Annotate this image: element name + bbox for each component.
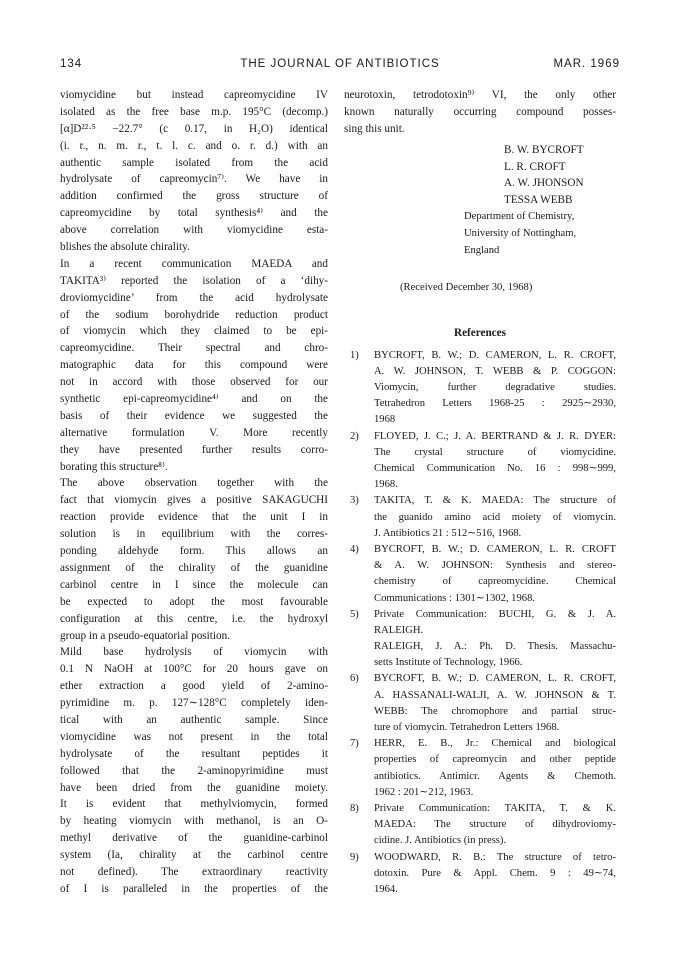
text-line: solution is in equilibrium with the corres- (60, 528, 328, 541)
text-line: above correlation with viomycidine esta- (60, 224, 328, 237)
reference-text (374, 429, 616, 494)
reference-entry (344, 348, 616, 429)
reference-text (374, 850, 616, 899)
text-line: system (Ia, chirality at the carbinol centre (60, 849, 328, 862)
reference-line: 1968 (374, 414, 396, 426)
reference-line: dotoxin. Pure & Appl. Chem. 9 : 49∼74, (374, 867, 616, 879)
author-name: TESSA WEBB (504, 194, 573, 207)
reference-line: & A. W. JOHNSON: Synthesis and stereo- (374, 560, 616, 572)
reference-line: Viomycin, further degradative studies. (374, 382, 616, 394)
text-line: ether extraction a good yield of 2-amino- (60, 680, 328, 693)
text-line: known naturally occurring compound posses- (344, 105, 616, 118)
text-line: sing this unit. (344, 122, 405, 135)
reference-entry (344, 429, 616, 494)
reference-number: 3) (350, 495, 359, 507)
text-line: matographic data for this compound were (60, 359, 328, 372)
affiliation-line: England (464, 245, 500, 257)
reference-line: Private Communication: BUCHI, G. & J. A. (374, 608, 616, 620)
reference-entry (344, 671, 616, 736)
right-column (344, 87, 616, 898)
reference-entry (344, 493, 616, 542)
reference-number: 4) (350, 543, 359, 555)
text-line: methyl derivative of the guanidine-carbinol (60, 832, 328, 845)
text-line: viomycidine was not present in the total (60, 730, 328, 743)
reference-entry (344, 607, 616, 672)
reference-line: RALEIGH, J. A.: Ph. D. Thesis. Massachu- (374, 641, 616, 653)
text-line: droviomycidine’ from the acid hydrolysate (60, 291, 328, 304)
journal-title: THE JOURNAL OF ANTIBIOTICS (240, 58, 440, 70)
text-line: followed that the 2-aminopyrimidine must (60, 764, 328, 777)
left-column (60, 87, 328, 898)
reference-number: 7) (350, 738, 359, 750)
text-line: hydrolysate of capreomycin⁷⁾. We have in (60, 173, 328, 186)
reference-line: Communications : 1301∼1302, 1968. (374, 592, 536, 604)
text-line: authentic sample isolated from the acid (60, 156, 328, 169)
continued-paragraph (344, 87, 616, 138)
text-line: hydrolysate of the resultant peptides it (60, 747, 328, 760)
author-name: L. R. CROFT (504, 160, 566, 173)
reference-line: ture of viomycin. Tetrahedron Letters 1968. (374, 722, 560, 733)
text-line: addition confirmed the gross structure of (60, 190, 328, 203)
reference-text (374, 736, 616, 801)
text-line: they have presented further results corro- (60, 443, 328, 456)
author-name: A. W. JHONSON (504, 177, 584, 190)
text-line: configuration at this centre, i.e. the hydroxyl (60, 612, 328, 625)
reference-entry (344, 850, 616, 899)
text-line: assignment of the chirality of the guanidine (60, 561, 328, 574)
text-line: neurotoxin, tetrodotoxin⁹⁾ VI, the only other (344, 89, 616, 101)
issue-date: MAR. 1969 (553, 58, 620, 70)
reference-line: WOODWARD, R. B.: The structure of tetro- (374, 851, 616, 863)
text-line: [α]D²²·⁵ −22.7° (c 0.17, in H₂O) identical (60, 122, 328, 135)
text-line: by heating viomycin with methanol, is an O- (60, 815, 328, 828)
text-line: 0.1 N NaOH at 100°C for 20 hours gave on (60, 663, 328, 676)
text-line: not defined). The extraordinary reactivity (60, 865, 328, 878)
reference-line: MAEDA: The structure of dihydroviomy- (374, 819, 616, 831)
reference-text (374, 607, 616, 672)
reference-number: 5) (350, 608, 359, 620)
reference-line: BYCROFT, B. W.; D. CAMERON, L. R. CROFT (374, 543, 616, 555)
reference-entry (344, 801, 616, 850)
reference-number: 8) (350, 802, 359, 814)
author-name: B. W. BYCROFT (504, 143, 584, 156)
reference-line: antibiotics. Antimicr. Agents & Chemoth. (374, 770, 616, 782)
reference-line: 1968. (374, 479, 398, 491)
text-line: group in a pseudo-equatorial position. (60, 629, 230, 642)
reference-text (374, 801, 616, 850)
reference-number: 9) (350, 851, 359, 863)
page-number: 134 (60, 58, 83, 70)
text-line: not in accord with those observed for our (60, 376, 328, 389)
received-date: (Received December 30, 1968) (400, 281, 533, 293)
reference-number: 6) (350, 673, 359, 685)
reference-text (374, 542, 616, 607)
reference-entry (344, 542, 616, 607)
text-line: tical with an authentic sample. Since (60, 713, 328, 726)
text-line: In a recent communication MAEDA and (60, 257, 328, 270)
reference-line: RALEIGH. (374, 624, 424, 636)
text-line: Mild base hydrolysis of viomycin with (60, 646, 328, 659)
text-line: viomycidine but instead capreomycidine IV (60, 89, 328, 101)
reference-line: Chemical Communication No. 16 : 998∼999, (374, 463, 616, 474)
reference-line: Private Communication: TAKITA, T. & K. (374, 802, 616, 814)
reference-line: A. W. JOHNSON, T. WEBB & P. COGGON: (374, 365, 616, 377)
text-line: of I is paralleled in the properties of the (60, 882, 328, 895)
reference-entry (344, 736, 616, 801)
reference-text (374, 348, 616, 429)
reference-line: setts Institute of Technology, 1966. (374, 657, 523, 669)
reference-line: J. Antibiotics 21 : 512∼516, 1968. (374, 527, 522, 539)
text-line: isolated as the free base m.p. 195°C (decomp.) (60, 105, 328, 118)
reference-line: BYCROFT, B. W.; D. CAMERON, L. R. CROFT, (374, 349, 616, 361)
text-line: synthetic epi-capreomycidine⁴⁾ and on the (60, 393, 328, 406)
reference-text (374, 671, 616, 736)
text-line: capreomycidine by total synthesis⁴⁾ and the (60, 207, 328, 220)
affiliation-line: University of Nottingham, (464, 228, 577, 240)
running-header (60, 58, 620, 74)
text-line: carbinol centre in I since the molecule can (60, 578, 328, 591)
text-line: reaction provide evidence that the unit I in (60, 511, 328, 524)
text-line: capreomycidine. Their spectral and chro- (60, 342, 328, 355)
reference-line: 1962 : 201∼212, 1963. (374, 786, 474, 798)
reference-list (344, 348, 616, 898)
reference-line: HERR, E. B., Jr.: Chemical and biological (374, 738, 616, 750)
reference-line: A. HASSANALI-WALJI, A. W. JOHNSON & T. (374, 689, 616, 701)
text-line: blishes the absolute chirality. (60, 241, 190, 254)
text-line: ponding aldehyde form. This allows an (60, 545, 328, 558)
text-line: have been dried from the guanidine moiety. (60, 781, 328, 794)
text-line: TAKITA³⁾ reported the isolation of a ‘dihy- (60, 274, 328, 287)
text-line: of viomycin which they claimed to be epi- (60, 325, 328, 338)
reference-line: properties of capreomycin and other peptide (374, 754, 616, 766)
text-line: fact that viomycin gives a positive SAKAGUCHI (60, 494, 328, 507)
reference-line: chemistry of capreomycidine. Chemical (374, 576, 616, 588)
affiliation-line: Department of Chemistry, (464, 211, 575, 223)
reference-line: WEBB: The chromophore and partial struc- (374, 705, 616, 717)
text-line: of the sodium borohydride reduction product (60, 308, 328, 321)
text-line: borating this structure⁸⁾. (60, 460, 168, 473)
reference-line: 1964. (374, 883, 398, 895)
text-line: basis of their evidence we suggested the (60, 409, 328, 422)
reference-text (374, 493, 616, 542)
reference-number: 2) (350, 430, 359, 442)
reference-line: The crystal structure of viomycidine. (374, 446, 616, 458)
reference-line: BYCROFT, B. W.; D. CAMERON, L. R. CROFT, (374, 673, 616, 685)
text-line: be expected to adopt the most favourable (60, 595, 328, 608)
text-line: It is evident that methylviomycin, formed (60, 798, 328, 811)
reference-line: FLOYED, J. C.; J. A. BERTRAND & J. R. DYER: (374, 430, 616, 442)
reference-line: TAKITA, T. & K. MAEDA: The structure of (374, 495, 616, 507)
reference-line: Tetrahedron Letters 1968-25 : 2925∼2930, (374, 398, 616, 410)
references-heading: References (454, 326, 506, 339)
reference-number: 1) (350, 349, 359, 361)
reference-line: the guanido amino acid moiety of viomycin. (374, 511, 616, 523)
reference-line: cidine. J. Antibiotics (in press). (374, 835, 507, 847)
text-line: The above observation together with the (60, 477, 328, 490)
text-line: (i. r., n. m. r., t. l. c. and o. r. d.) with an (60, 139, 328, 152)
text-line: pyrimidine m. p. 127∼128°C completely iden- (60, 697, 328, 710)
text-line: alternative formulation V. More recently (60, 426, 328, 439)
